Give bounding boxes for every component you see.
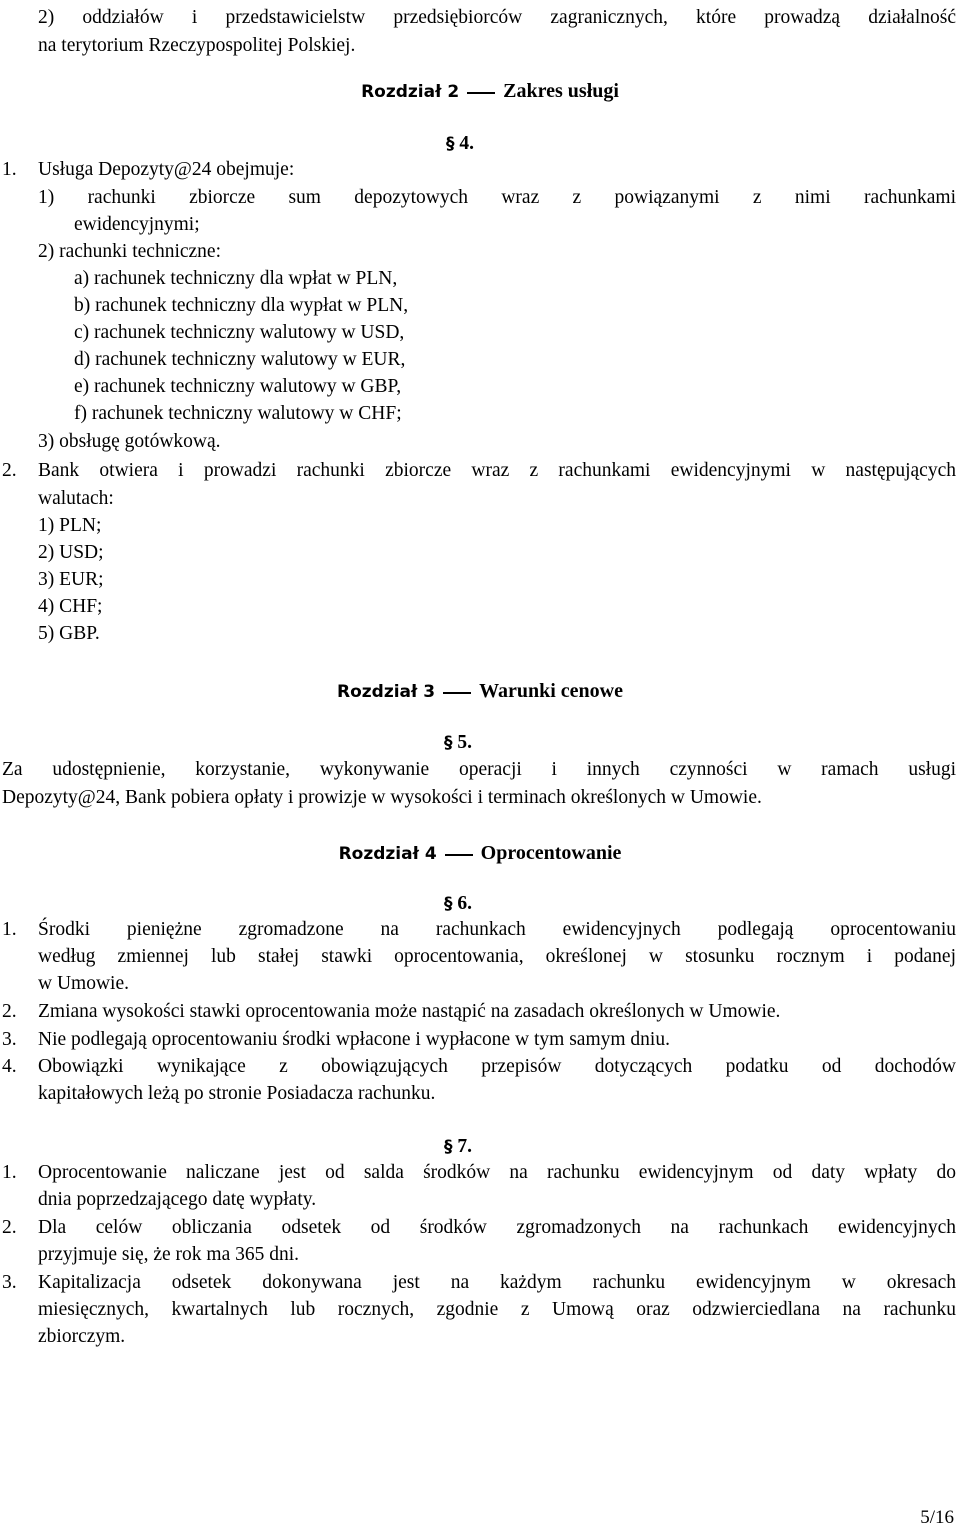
section-mark: §	[446, 134, 455, 154]
par4-p1-text: Usługa Depozyty@24 obejmuje:	[38, 159, 295, 180]
par4-subitem-a: a) rachunek techniczny dla wpłat w PLN,	[74, 268, 398, 289]
chapter-2-label: Rozdział 2	[361, 82, 460, 102]
chapter-3-heading	[0, 680, 960, 703]
par4-item-1-line-2: ewidencyjnymi;	[74, 214, 200, 235]
par4-p2-line-2: walutach:	[38, 488, 114, 509]
par7-p3-line-1: Kapitalizacja odsetek dokonywana jest na każdym rachunku ewidencyjnym w okresach	[38, 1272, 956, 1293]
par4-item-2: 2) rachunki techniczne:	[38, 241, 221, 262]
currency-item-2: 2) USD;	[38, 542, 104, 563]
page-number: 5/16	[920, 1507, 954, 1528]
currency-item-3: 3) EUR;	[38, 569, 104, 590]
par4-subitem-e: e) rachunek techniczny walutowy w GBP,	[74, 376, 402, 397]
paragraph-4-heading	[446, 133, 474, 155]
par6-p4-number: 4.	[2, 1056, 17, 1077]
section-mark: §	[444, 1137, 453, 1157]
paragraph-4-label: 4.	[459, 133, 474, 154]
section-mark: §	[444, 894, 453, 914]
par6-p1-line-2: według zmiennej lub stałej stawki oprocentowania, określonej w stosunku rocznym i podanej	[38, 946, 956, 967]
par4-item-3: 3) obsługę gotówkową.	[38, 431, 221, 452]
chapter-3-title: Warunki cenowe	[479, 680, 623, 702]
chapter-4-label: Rozdział 4	[338, 844, 437, 864]
par7-p2-line-1: Dla celów obliczania odsetek od środków zgromadzonych na rachunkach ewidencyjnych	[38, 1217, 956, 1238]
par7-p3-number: 3.	[2, 1272, 17, 1293]
par6-p1-number: 1.	[2, 919, 17, 940]
par4-subitem-c: c) rachunek techniczny walutowy w USD,	[74, 322, 405, 343]
par5-line-2: Depozyty@24, Bank pobiera opłaty i prowizje w wysokości i terminach określonych w Umowie.	[2, 787, 762, 808]
par4-subitem-b: b) rachunek techniczny dla wypłat w PLN,	[74, 295, 409, 316]
par6-p2-text: Zmiana wysokości stawki oprocentowania może nastąpić na zasadach określonych w Umowie.	[38, 1001, 781, 1022]
dash-divider	[445, 854, 473, 856]
chapter-2-heading	[0, 80, 960, 103]
currency-item-5: 5) GBP.	[38, 623, 100, 644]
par7-p1-line-1: Oprocentowanie naliczane jest od salda środków na rachunku ewidencyjnym od daty wpłaty do	[38, 1162, 956, 1183]
intro-item-2-line-2: na terytorium Rzeczypospolitej Polskiej.	[38, 35, 356, 56]
par6-p1-line-3: w Umowie.	[38, 973, 129, 994]
paragraph-6-heading	[444, 893, 472, 915]
paragraph-6-label: 6.	[457, 893, 472, 914]
paragraph-5-label: 5.	[457, 732, 472, 753]
section-mark: §	[444, 733, 453, 753]
chapter-2-title: Zakres usługi	[503, 80, 619, 102]
chapter-3-label: Rozdział 3	[337, 682, 436, 702]
par6-p3-number: 3.	[2, 1029, 17, 1050]
par7-p1-number: 1.	[2, 1162, 17, 1183]
par4-p2-number: 2.	[2, 460, 17, 481]
chapter-4-title: Oprocentowanie	[480, 842, 622, 864]
paragraph-7-heading	[444, 1136, 472, 1158]
paragraph-7-label: 7.	[457, 1136, 472, 1157]
par6-p1-line-1: Środki pieniężne zgromadzone na rachunkach ewidencyjnych podlegają oprocentowaniu	[38, 919, 956, 940]
par4-p2-line-1: Bank otwiera i prowadzi rachunki zbiorcze wraz z rachunkami ewidencyjnymi w następujących	[38, 460, 956, 481]
dash-divider	[443, 692, 471, 694]
par7-p2-number: 2.	[2, 1217, 17, 1238]
intro-item-2-line-1: 2) oddziałów i przedstawicielstw przedsiębiorców zagranicznych, które prowadzą działalność	[38, 7, 956, 28]
chapter-4-heading	[0, 842, 960, 865]
par7-p1-line-2: dnia poprzedzającego datę wypłaty.	[38, 1189, 317, 1210]
par6-p2-number: 2.	[2, 1001, 17, 1022]
currency-item-4: 4) CHF;	[38, 596, 103, 617]
par6-p4-line-1: Obowiązki wynikające z obowiązujących przepisów dotyczących podatku od dochodów	[38, 1056, 956, 1077]
par6-p4-line-2: kapitałowych leżą po stronie Posiadacza rachunku.	[38, 1083, 436, 1104]
par6-p3-text: Nie podlegają oprocentowaniu środki wpłacone i wypłacone w tym samym dniu.	[38, 1029, 670, 1050]
dash-divider	[467, 92, 495, 94]
par4-subitem-f: f) rachunek techniczny walutowy w CHF;	[74, 403, 402, 424]
par4-p1-number: 1.	[2, 159, 17, 180]
par5-line-1: Za udostępnienie, korzystanie, wykonywanie operacji i innych czynności w ramach usługi	[2, 759, 956, 780]
par4-subitem-d: d) rachunek techniczny walutowy w EUR,	[74, 349, 406, 370]
par7-p3-line-3: zbiorczym.	[38, 1326, 126, 1347]
par7-p3-line-2: miesięcznych, kwartalnych lub rocznych, zgodnie z Umową oraz odzwierciedlana na rachunku	[38, 1299, 956, 1320]
paragraph-5-heading	[444, 732, 472, 754]
par7-p2-line-2: przyjmuje się, że rok ma 365 dni.	[38, 1244, 300, 1265]
par4-item-1-line-1: 1) rachunki zbiorcze sum depozytowych wraz z powiązanymi z nimi rachunkami	[38, 187, 956, 208]
currency-item-1: 1) PLN;	[38, 515, 102, 536]
